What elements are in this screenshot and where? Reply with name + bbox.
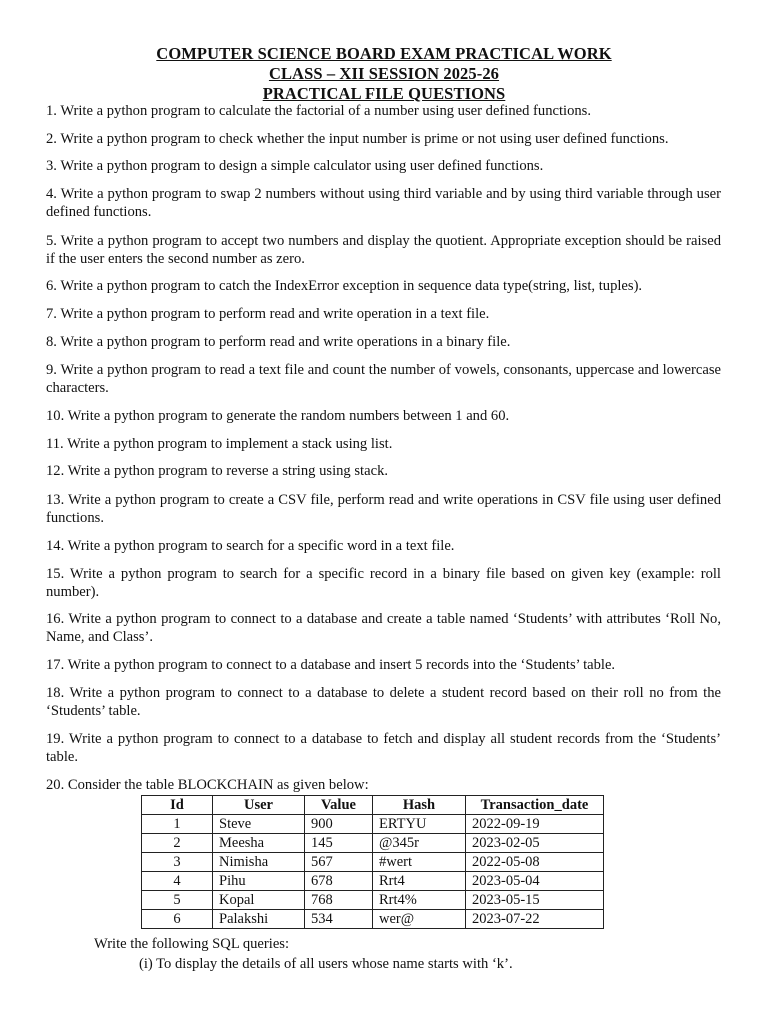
cell-transaction-date: 2023-07-22 (466, 910, 604, 929)
cell-id: 5 (142, 891, 213, 910)
cell-hash: Rrt4 (373, 872, 466, 891)
question-2: 2. Write a python program to check whether the input number is prime or not using user defined functions. (46, 131, 669, 147)
header-user: User (213, 796, 305, 815)
question-16: 16. Write a python program to connect to a database and create a table named ‘Students’ with attributes ‘Roll No, Name, and Class’. (46, 611, 721, 645)
question-20: 20. Consider the table BLOCKCHAIN as given below: (46, 777, 369, 793)
question-4: 4. Write a python program to swap 2 numbers without using third variable and by using third variable through user defined functions. (46, 186, 721, 220)
cell-user: Palakshi (213, 910, 305, 929)
question-15: 15. Write a python program to search for a specific record in a binary file based on given key (example: roll number). (46, 566, 721, 600)
header-id: Id (142, 796, 213, 815)
question-13: 13. Write a python program to create a CSV file, perform read and write operations in CSV file using user defined functions. (46, 492, 721, 526)
header-value: Value (305, 796, 373, 815)
sql-subquestion-1: (i) To display the details of all users whose name starts with ‘k’. (139, 956, 513, 972)
cell-user: Kopal (213, 891, 305, 910)
cell-user: Meesha (213, 834, 305, 853)
question-5: 5. Write a python program to accept two numbers and display the quotient. Appropriate exception should be raised if the user enters the second number as zero. (46, 233, 721, 267)
header-hash: Hash (373, 796, 466, 815)
cell-transaction-date: 2023-02-05 (466, 834, 604, 853)
cell-value: 900 (305, 815, 373, 834)
question-6: 6. Write a python program to catch the IndexError exception in sequence data type(string, list, tuples). (46, 278, 643, 294)
cell-user: Pihu (213, 872, 305, 891)
question-11: 11. Write a python program to implement a stack using list. (46, 436, 393, 452)
cell-transaction-date: 2023-05-15 (466, 891, 604, 910)
cell-hash: #wert (373, 853, 466, 872)
cell-transaction-date: 2023-05-04 (466, 872, 604, 891)
table-row (142, 910, 604, 929)
cell-transaction-date: 2022-09-19 (466, 815, 604, 834)
table-header-row (142, 796, 604, 815)
blockchain-table (141, 795, 604, 929)
question-10: 10. Write a python program to generate the random numbers between 1 and 60. (46, 408, 510, 424)
cell-hash: Rrt4% (373, 891, 466, 910)
question-14: 14. Write a python program to search for a specific word in a text file. (46, 538, 455, 554)
question-7: 7. Write a python program to perform read and write operation in a text file. (46, 306, 490, 322)
cell-id: 4 (142, 872, 213, 891)
cell-user: Nimisha (213, 853, 305, 872)
question-8: 8. Write a python program to perform read and write operations in a binary file. (46, 334, 511, 350)
cell-id: 1 (142, 815, 213, 834)
question-1: 1. Write a python program to calculate the factorial of a number using user defined functions. (46, 103, 592, 119)
cell-hash: ERTYU (373, 815, 466, 834)
table-row (142, 872, 604, 891)
document-title: COMPUTER SCIENCE BOARD EXAM PRACTICAL WORK (156, 44, 612, 63)
table-row (142, 834, 604, 853)
cell-value: 145 (305, 834, 373, 853)
cell-id: 2 (142, 834, 213, 853)
question-19: 19. Write a python program to connect to a database to fetch and display all student records from the ‘Students’ table. (46, 731, 721, 765)
cell-value: 567 (305, 853, 373, 872)
cell-value: 534 (305, 910, 373, 929)
question-17: 17. Write a python program to connect to a database and insert 5 records into the ‘Students’ table. (46, 657, 616, 673)
table-row (142, 891, 604, 910)
practical-file-heading: PRACTICAL FILE QUESTIONS (262, 84, 506, 103)
cell-id: 6 (142, 910, 213, 929)
cell-id: 3 (142, 853, 213, 872)
question-3: 3. Write a python program to design a simple calculator using user defined functions. (46, 158, 544, 174)
table-row (142, 853, 604, 872)
cell-value: 768 (305, 891, 373, 910)
class-session-heading: CLASS – XII SESSION 2025-26 (268, 64, 500, 83)
sql-instruction: Write the following SQL queries: (94, 936, 290, 952)
question-12: 12. Write a python program to reverse a string using stack. (46, 463, 389, 479)
table-row (142, 815, 604, 834)
cell-hash: @345r (373, 834, 466, 853)
cell-hash: wer@ (373, 910, 466, 929)
cell-value: 678 (305, 872, 373, 891)
question-9: 9. Write a python program to read a text file and count the number of vowels, consonants, uppercase and lowercase characters. (46, 362, 721, 396)
cell-user: Steve (213, 815, 305, 834)
cell-transaction-date: 2022-05-08 (466, 853, 604, 872)
question-18: 18. Write a python program to connect to a database to delete a student record based on their roll no from the ‘Students’ table. (46, 685, 721, 719)
header-transaction-date: Transaction_date (466, 796, 604, 815)
